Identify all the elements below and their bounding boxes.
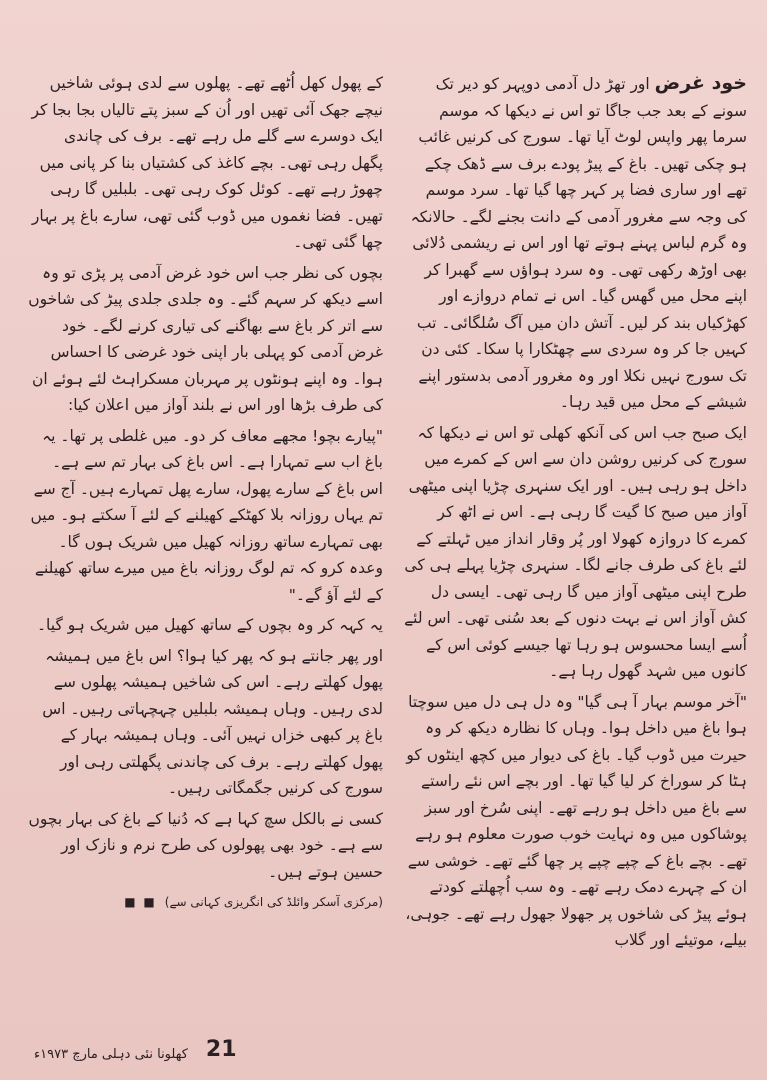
right-column: [402, 70, 747, 958]
paragraph: بچوں کی نظر جب اس خود غرض آدمی پر پڑی تو وہ اسے دیکھ کر سہم گئے۔ وہ جلدی جلدی پیڑ کی شاخوں سے اتر کر باغ سے بھاگنے کی تیاری کرنے لگے۔ خود غرض آدمی کو پہلی بار اپنی خود غرضی کا احساس ہوا۔ وہ اپنے ہونٹوں پر مہربان مسکراہٹ لئے ہوئے ان کی طرف بڑھا اور اس نے بلند آواز میں اعلان کیا:: [28, 263, 383, 414]
end-mark: ■ ■: [124, 895, 157, 909]
publication-info: کھلونا نئی دہلی مارچ ۱۹۷۳ء: [34, 1047, 188, 1062]
paragraph: [402, 70, 747, 416]
paragraph: ایک صبح جب اس کی آنکھ کھلی تو اس نے دیکھا کہ سورج کی کرنیں روشن دان سے اس کے کمرے میں داخل ہو رہی ہیں۔ اور ایک سنہری چڑیا اپنی میٹھی آواز میں صبح کا گیت گا رہی ہے۔ اس نے اٹھ کر کمرے کا دروازہ کھولا اور پُر وقار انداز میں ٹہلتے کے لئے باغ کی طرف جانے لگا۔ سنہری چڑیا پہلے ہی کی طرح اپنی میٹھی آواز میں گا رہی تھی۔ ایسی دل کش آواز اس نے بہت دنوں کے بعد سُنی تھی۔ اس لئے اُسے ایسا محسوس ہو رہا تھا جیسے کوئی اس کے کانوں میں شہد گھول رہا ہے۔: [404, 423, 747, 680]
page-footer: [34, 1037, 237, 1062]
source-credit: [28, 889, 383, 916]
paragraph-text: اور تھڑ دل آدمی دوپہر کو دیر تک سونے کے بعد جب جاگا تو اس نے دیکھا کہ موسم سرما پھر واپس لوٹ آیا تھا۔ سورج کی کرنیں غائب ہو چکی تھیں۔ باغ کے پیڑ پودے برف سے ڈھک چکے تھے اور ساری فضا پر کہر چھا گیا تھا۔ سرد موسم کی وجہ سے مغرور آدمی کے دانت بجنے لگے۔ حالانکہ وہ گرم لباس پہنے ہوتے تھا اور اس نے ریشمی دُلائی بھی اوڑھ رکھی تھی۔ وہ سرد ہواؤں سے گھبرا کر اپنے محل میں گھس گیا۔ اس نے تمام دروازے اور کھڑکیاں بند کر لیں۔ آتش دان میں آگ سُلگائی۔ تب کہیں جا کر وہ سردی سے چھٹکارا پا سکا۔ کئی دن تک سورج نہیں نکلا اور وہ مغرور آدمی بدستور اپنے شیشے کے محل میں قید رہا۔: [410, 75, 747, 411]
paragraph: "آخر موسم بہار آ ہی گیا" وہ دل ہی دل میں سوچتا ہوا باغ میں داخل ہوا۔ وہاں کا نظارہ دیکھ کر وہ حیرت میں ڈوب گیا۔ باغ کی دیوار میں کچھ اینٹوں کو ہٹا کر سوراخ کر لیا گیا تھا۔ اور بچے اس نئے راستے سے باغ میں داخل ہو رہے تھے۔ اپنی سُرخ اور سبز پوشاکوں میں وہ نہایت خوب صورت معلوم ہو رہے تھے۔ بچے باغ کے چپے چپے پر چھا گئے تھے۔ خوشی سے ان کے چہرے دمک رہے تھے۔ وہ سب اُچھلتے کودتے ہوئے پیڑ کی شاخوں پر جھولا جھول رہے تھے۔ جوہی، بیلے، موتیئے اور گلاب: [405, 692, 747, 949]
story-lead-word: خود غرض: [654, 72, 747, 94]
paragraph: اور پھر جانتے ہو کہ پھر کیا ہوا؟ اس باغ میں ہمیشہ پھول کھلتے رہے۔ اس کی شاخیں ہمیشہ پھلوں سے لدی رہیں۔ وہاں ہمیشہ بلبلیں چہچہاتی رہیں۔ اس باغ پر کبھی خزاں نہیں آئی۔ وہاں ہمیشہ بہار کے پھول کھلتے رہے۔ برف کی چاندنی پگھلتی رہی اور سورج کی کرنیں جگمگاتی رہیں۔: [42, 646, 383, 797]
credit-text: (مرکزی آسکر وائلڈ کی انگریزی کہانی سے): [164, 895, 383, 909]
paragraph: "پیارے بچو! مجھے معاف کر دو۔ میں غلطی پر تھا۔ یہ باغ اب سے تمہارا ہے۔ اس باغ کی بہار تم سے ہے۔ اس باغ کے سارے پھول، سارے پھل تمہارے ہیں۔ آج سے تم یہاں روزانہ بلا کھٹکے کھیلنے کے لئے آ سکتے ہو۔ میں بھی تمہارے ساتھ روزانہ کھیل میں شریک ہوں گا۔ وعدہ کرو کہ تم لوگ روزانہ باغ میں میرے ساتھ کھیلنے کے لئے آؤ گے۔": [30, 426, 383, 604]
page-number: 21: [205, 1037, 237, 1062]
paragraph: کے پھول کھل اُٹھے تھے۔ پھلوں سے لدی ہوئی شاخیں نیچے جھک آئی تھیں اور اُن کے سبز پتے تالیاں بجا بجا کر ایک دوسرے سے گلے مل رہے تھے۔ برف کی چاندی پگھل رہی تھی۔ بچے کاغذ کی کشتیاں بنا کر پانی میں چھوڑ رہے تھے۔ کوئل کوک رہی تھی۔ بلبلیں گا رہی تھیں۔ فضا نغموں میں ڈوب گئی تھی، سارے باغ پر بہار چھا گئی تھی۔: [31, 74, 383, 251]
left-column: [28, 70, 383, 920]
paragraph: کسی نے بالکل سچ کہا ہے کہ دُنیا کے باغ کی بہار بچوں سے ہے۔ خود بھی پھولوں کی طرح نرم و نازک اور حسین ہوتے ہیں۔: [28, 809, 383, 881]
paragraph: یہ کہہ کر وہ بچوں کے ساتھ کھیل میں شریک ہو گیا۔: [36, 616, 383, 634]
